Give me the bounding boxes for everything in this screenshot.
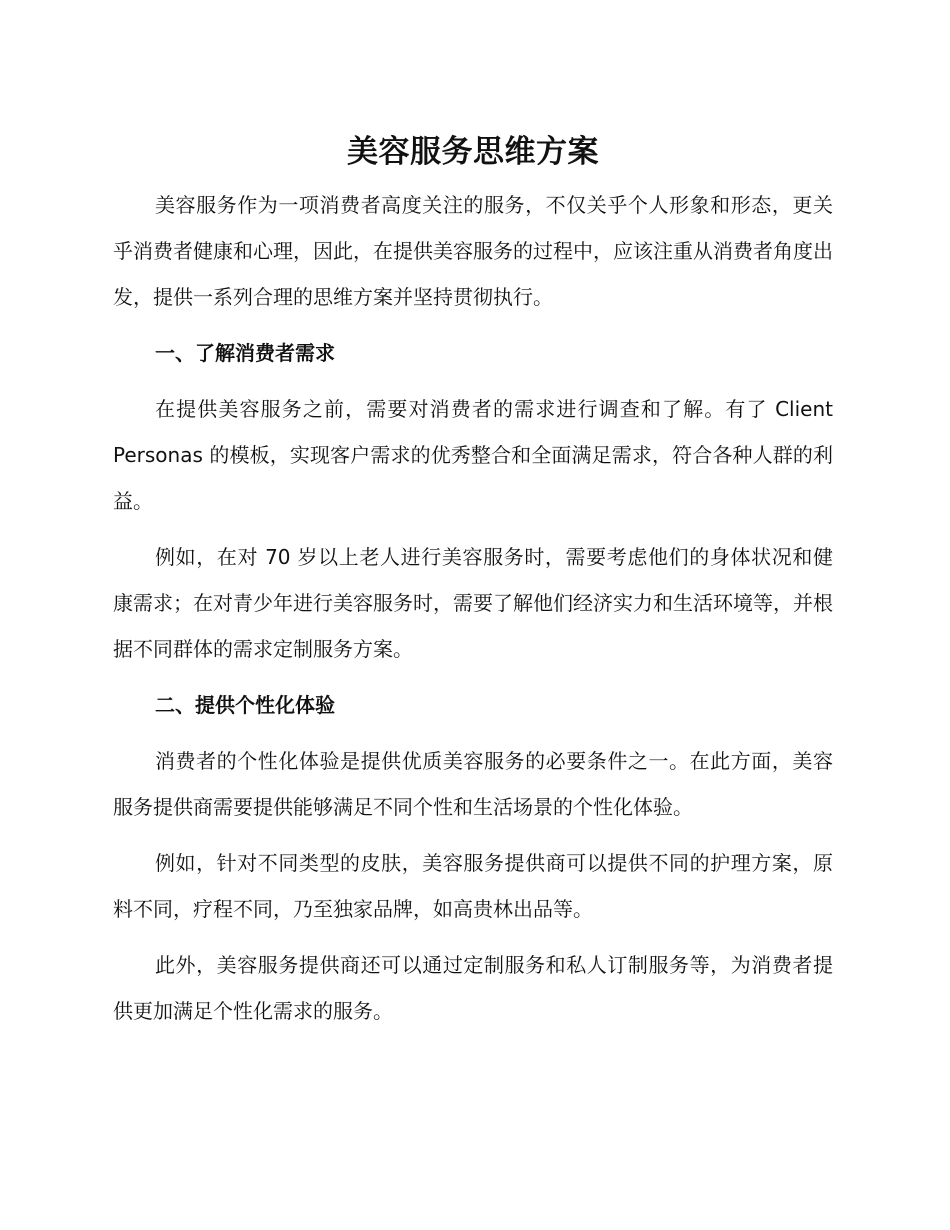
section-heading: 一、了解消费者需求	[155, 341, 335, 365]
intro-paragraph: 美容服务作为一项消费者高度关注的服务，不仅关乎个人形象和形态，更关乎消费者健康和心理，因此，在提供美容服务的过程中，应该注重从消费者角度出发，提供一系列合理的思维方案并坚持贯彻执行。	[113, 193, 833, 309]
section-paragraph: 在提供美容服务之前，需要对消费者的需求进行调查和了解。有了 Client Personas 的模板，实现客户需求的优秀整合和全面满足需求，符合各种人群的利益。	[113, 397, 833, 513]
section-paragraph: 此外，美容服务提供商还可以通过定制服务和私人订制服务等，为消费者提供更加满足个性化需求的服务。	[113, 953, 833, 1023]
document-title: 美容服务思维方案	[347, 134, 599, 170]
section-paragraph: 消费者的个性化体验是提供优质美容服务的必要条件之一。在此方面，美容服务提供商需要提供能够满足不同个性和生活场景的个性化体验。	[113, 749, 833, 819]
section-paragraph: 例如，针对不同类型的皮肤，美容服务提供商可以提供不同的护理方案，原料不同，疗程不同，乃至独家品牌，如高贵林出品等。	[113, 851, 833, 921]
section-paragraph: 例如，在对 70 岁以上老人进行美容服务时，需要考虑他们的身体状况和健康需求；在对青少年进行美容服务时，需要了解他们经济实力和生活环境等，并根据不同群体的需求定制服务方案。	[113, 545, 833, 661]
section-heading: 二、提供个性化体验	[155, 693, 335, 717]
document-page	[113, 126, 833, 1034]
section-2	[113, 682, 833, 1034]
section-1	[113, 330, 833, 672]
